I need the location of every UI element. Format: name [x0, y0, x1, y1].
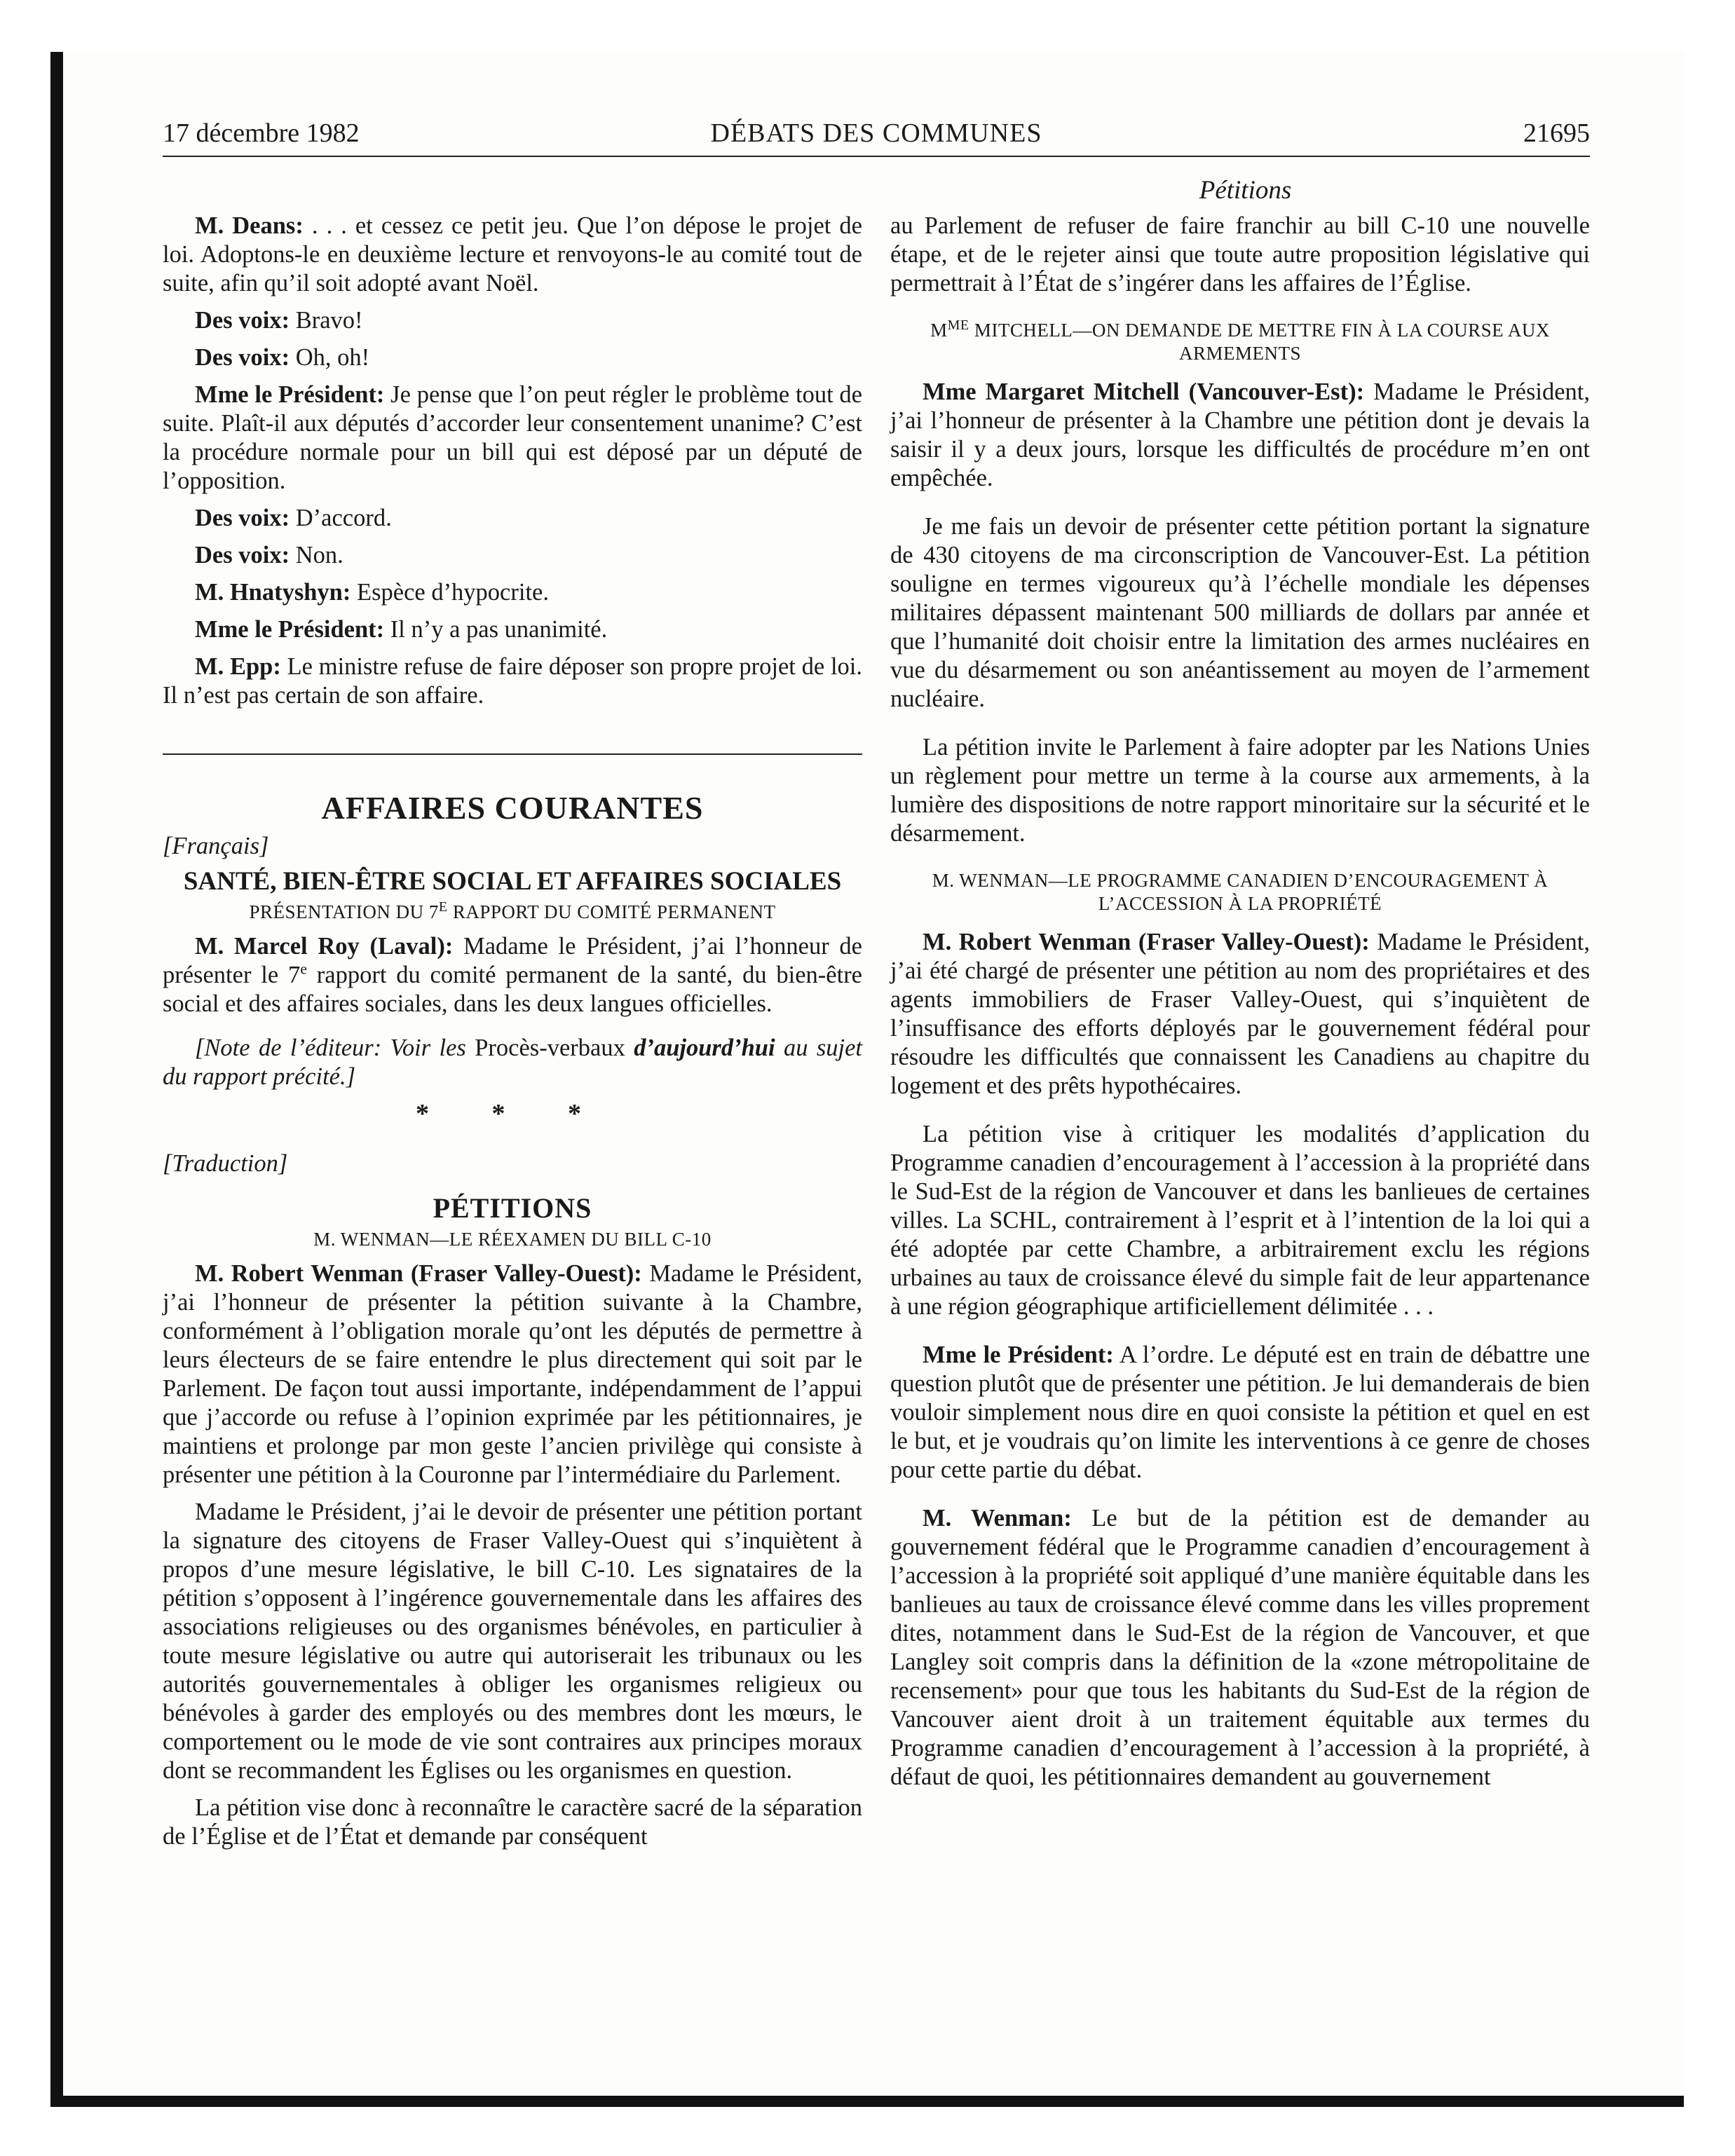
paragraph: La pétition vise à critiquer les modalités d’application du Programme canadien d’encouragement à l’accession à la propriété dans le Sud-Est de la région de Vancouver et dans les banlieues de certaines villes. La SCHL, contrairement à l’esprit et à l’intention de la loi qui a été adoptée par cette Chambre, a arbitrairement exclu les régions urbaines au taux de croissance élevé du simple fait de leur appartenance à une région géographique artificiellement délimitée . . . [890, 1121, 1590, 1320]
paragraph: M. Robert Wenman (Fraser Valley-Ouest): Madame le Président, j’ai été chargé de présenter une pétition au nom des propriétaires et des agents immobiliers de Fraser Valley-Ouest, qui s’inquiètent de l’insuffisance des efforts déployés par le gouvernement fédéral pour résoudre les difficultés que connaissent les Canadiens au chapitre du logement et des prêts hypothécaires. [890, 929, 1590, 1099]
speaker: Des voix: [195, 307, 290, 334]
paragraph: M. Marcel Roy (Laval): Madame le Président, j’ai l’honneur de présenter le 7e rapport du comité permanent de la santé, du bien-être social et des affaires sociales, dans les deux langues officielles. [163, 933, 862, 1017]
paragraph: La pétition invite le Parlement à faire adopter par les Nations Unies un règlement pour mettre un terme à la course aux armements, à la lumière des dispositions de notre rapport minoritaire sur la sécurité et le désarmement. [890, 734, 1590, 847]
page-number: 21695 [1523, 118, 1590, 148]
subheading-wenman-programme: M. WENMAN—LE PROGRAMME CANADIEN D’ENCOURAGEMENT À L’ACCESSION À LA PROPRIÉTÉ [932, 870, 1549, 914]
left-column [163, 212, 862, 1860]
subheading-wenman-c10: M. WENMAN—LE RÉEXAMEN DU BILL C-10 [313, 1229, 712, 1250]
speaker: Des voix: [195, 505, 290, 531]
right-column [890, 212, 1590, 1800]
paragraph: Mme le Président: A l’ordre. Le député est en train de débattre une question plutôt que de présenter une pétition. Je lui demanderais de bien vouloir simplement nous dire en quoi consiste la pétition et quel en est le but, et je voudrais qu’on limite les interventions à ce genre de choses pour cette partie du débat. [890, 1342, 1591, 1483]
section-stars: * * * [416, 1099, 609, 1128]
language-marker: [Traduction] [163, 1150, 288, 1177]
header-rule [163, 156, 1590, 157]
scan-edge-bottom [50, 2096, 1684, 2107]
section-header: Pétitions [1199, 176, 1292, 205]
paragraph: M. Deans: . . . et cessez ce petit jeu. Que l’on dépose le projet de loi. Adoptons-le en deuxième lecture et renvoyons-le au comité tout de suite, afin qu’il soit adopté avant Noël. [163, 212, 862, 296]
speaker: M. Robert Wenman (Fraser Valley-Ouest): [195, 1260, 642, 1287]
paragraph: M. Hnatyshyn: Espèce d’hypocrite. [195, 579, 549, 606]
section-divider [163, 753, 862, 755]
paragraph: La pétition vise donc à reconnaître le caractère sacré de la séparation de l’Église et de l’État et demande par conséquent [163, 1794, 862, 1850]
speaker: Mme le Président: [195, 616, 385, 643]
speaker: M. Epp: [195, 653, 281, 680]
paragraph: Des voix: Oh, oh! [195, 344, 370, 371]
speaker: M. Deans: [195, 212, 304, 239]
subheading-mitchell: $M^{ME}$ MITCHELL—ON DEMANDE DE METTRE FIN À LA COURSE AUX ARMEMENTS [930, 318, 1550, 364]
running-head [163, 118, 1590, 160]
speaker: M. Marcel Roy (Laval): [195, 933, 454, 960]
paragraph: M. Wenman: Le but de la pétition est de demander au gouvernement fédéral que le Programme canadien d’encouragement à l’accession à la propriété soit appliqué d’une manière équitable dans les banlieues au taux de croissance élevé comme dans les villes proprement dites, notamment dans le Sud-Est de la région de Vancouver, et que Langley soit compris dans la définition de la «zone métropolitaine de recensement» pour que tous les habitants du Sud-Est de la région de Vancouver aient droit à un traitement équitable aux termes du Programme canadien d’encouragement à l’accession à la propriété, à défaut de quoi, les pétitionnaires demandent au gouvernement [890, 1505, 1590, 1790]
speaker: M. Hnatyshyn: [195, 579, 351, 606]
paragraph: Madame le Président, j’ai le devoir de présenter une pétition portant la signature des citoyens de Fraser Valley-Ouest qui s’inquiètent à propos d’une mesure législative, le bill C-10. Les signataires de la pétition s’opposent à l’ingérence gouvernementale dans les affaires des associations religieuses ou des organismes bénévoles, en particulier à toute mesure législative ou autre qui autoriserait les tribunaux ou les autorités gouvernementales à obliger les organismes religieux ou bénévoles à garder des employés ou des membres dont les mœurs, le comportement ou le mode de vie sont contraires aux principes moraux dont se recommandent les Églises ou les organismes en question. [163, 1499, 862, 1784]
heading-petitions: PÉTITIONS [433, 1192, 592, 1224]
header-title: DÉBATS DES COMMUNES [710, 118, 1042, 148]
heading-sante: SANTÉ, BIEN-ÊTRE SOCIAL ET AFFAIRES SOCIALES [183, 867, 842, 896]
editor-note: [Note de l’éditeur: Voir les Procès-verbaux d’aujourd’hui au sujet du rapport précité.] [163, 1035, 862, 1090]
paragraph: Des voix: Bravo! [195, 307, 363, 334]
paragraph: M. Epp: Le ministre refuse de faire déposer son propre projet de loi. Il n’est pas certain de son affaire. [163, 653, 863, 709]
paragraph: au Parlement de refuser de faire franchir au bill C-10 une nouvelle étape, et de le rejeter ainsi que toute autre proposition législative qui permettrait à l’État de s’ingérer dans les affaires de l’Église. [890, 212, 1590, 296]
speaker: Mme le Président: [195, 381, 385, 408]
paragraph: Mme Margaret Mitchell (Vancouver-Est): Madame le Président, j’ai l’honneur de présenter à la Chambre une pétition dont je devais la saisir il y a deux jours, lorsque les difficultés de procédure m’en ont empêchée. [890, 378, 1591, 491]
speaker: Mme Margaret Mitchell (Vancouver-Est): [923, 378, 1365, 405]
speaker: M. Robert Wenman (Fraser Valley-Ouest): [923, 929, 1370, 955]
paragraph: M. Robert Wenman (Fraser Valley-Ouest): Madame le Président, j’ai l’honneur de présenter la pétition suivante à la Chambre, conformément à l’obligation morale qu’ont les députés de permettre à leurs électeurs de se faire entendre le plus directement qui soit par le Parlement. De façon tout aussi importante, indépendamment de l’appui que j’accorde ou refuse à l’opinion exprimée par les pétitionnaires, je maintiens et prolonge par mon geste l’ancien privilège qui consiste à présenter une pétition à la Couronne par l’intermédiaire du Parlement. [163, 1260, 862, 1488]
speaker: Mme le Président: [923, 1342, 1114, 1368]
speaker: M. Wenman: [923, 1505, 1072, 1531]
speaker: Des voix: [195, 344, 290, 371]
speaker: Des voix: [195, 542, 290, 568]
scan-edge-left [50, 52, 63, 2106]
paragraph: Je me fais un devoir de présenter cette pétition portant la signature de 430 citoyens de ma circonscription de Vancouver-Est. La pétition souligne en termes vigoureux qu’à l’échelle mondiale les dépenses militaires dépassent maintenant 500 milliards de dollars par année et que l’humanité doit choisir entre la limitation des armes nucléaires en vue du désarmement ou son anéantissement au moyen de l’armement nucléaire. [890, 513, 1590, 712]
paragraph: Des voix: Non. [195, 542, 343, 568]
header-date: 17 décembre 1982 [163, 118, 360, 148]
language-marker: [Français] [163, 833, 269, 859]
paragraph: Mme le Président: Il n’y a pas unanimité. [195, 616, 608, 643]
subheading-presentation: PRÉSENTATION DU $7^E$ RAPPORT DU COMITÉ PERMANENT [249, 899, 776, 922]
paragraph: Mme le Président: Je pense que l’on peut régler le problème tout de suite. Plaît-il aux députés d’accorder leur consentement unanime? C’est la procédure normale pour un bill qui est déposé par un député de l’opposition. [163, 381, 862, 494]
paragraph: Des voix: D’accord. [195, 505, 392, 531]
heading-affaires-courantes: AFFAIRES COURANTES [321, 790, 704, 826]
